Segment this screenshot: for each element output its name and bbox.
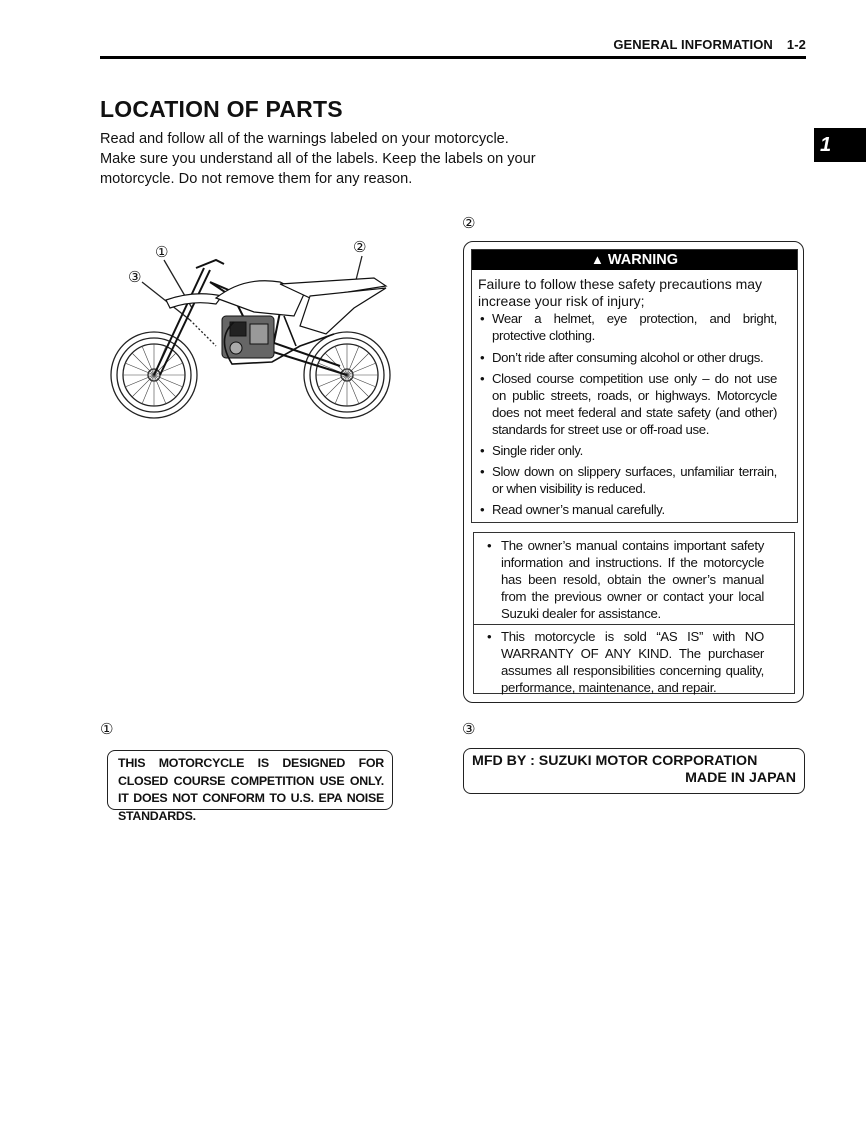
warning-triangle-icon: ▲ (591, 252, 604, 267)
warning-label (463, 241, 804, 703)
label-1: THIS MOTORCYCLE IS DESIGNED FOR CLOSED COURSE COMPETITION USE ONLY. IT DOES NOT CONFORM TO U.S. EPA NOISE STANDARDS. (107, 750, 393, 810)
warning-title-bar (472, 250, 797, 270)
warning-item: • Closed course competition use only – do not use on public streets, roads, or highways. Motorcycle does not meet federal and state safety (and other) standards for street use or off-road use. (478, 370, 777, 438)
front-fork (154, 268, 204, 375)
label-3-line-1: MFD BY : SUZUKI MOTOR CORPORATION (472, 753, 758, 769)
intro-paragraph: Read and follow all of the warnings labeled on your motorcycle. Make sure you understand all of the labels. Keep the labels on your motorcycle. Do not remove them for any reason. (100, 131, 536, 187)
notes-box (473, 532, 795, 694)
warning-item: • Single rider only. (478, 442, 777, 459)
handlebar (196, 260, 224, 268)
page-header (100, 36, 806, 59)
callout-3: ③ (128, 269, 142, 286)
header-text (613, 37, 806, 52)
warning-label-marker: ② (462, 215, 476, 232)
warning-list (472, 310, 797, 518)
header-section: GENERAL INFORMATION (613, 37, 773, 52)
warning-item: • Don’t ride after consuming alcohol or other drugs. (478, 349, 777, 366)
warning-title: WARNING (607, 252, 678, 268)
label-3 (463, 748, 805, 794)
label-3-line-2: MADE IN JAPAN (685, 770, 796, 786)
header-page-number: 1-2 (786, 37, 806, 52)
callout-2: ② (353, 239, 367, 256)
callout-1: ① (155, 244, 169, 261)
note-item: • This motorcycle is sold “AS IS” with NO WARRANTY OF ANY KIND. The purchaser assumes all responsibilities concerning quality, performance, maintenance, and repair. (474, 624, 794, 698)
warning-item: • Wear a helmet, eye protection, and bright, protective clothing. (478, 310, 777, 344)
label-1-marker: ① (100, 721, 114, 738)
warning-box (471, 249, 798, 523)
page-title: LOCATION OF PARTS (100, 96, 343, 122)
label-3-marker: ③ (462, 721, 476, 738)
warning-lead: Failure to follow these safety precautions may increase your risk of injury; (478, 276, 763, 309)
note-item: • The owner’s manual contains important safety information and instructions. If the motorcycle has been resold, obtain the owner’s manual from the previous owner or contact your local Suzuki dealer for assistance. (474, 533, 794, 624)
warning-item: • Slow down on slippery surfaces, unfamiliar terrain, or when visibility is reduced. (478, 463, 777, 497)
warning-item: • Read owner’s manual carefully. (478, 501, 777, 518)
motorcycle-illustration (104, 238, 400, 424)
chapter-tab: 1 (814, 128, 866, 162)
